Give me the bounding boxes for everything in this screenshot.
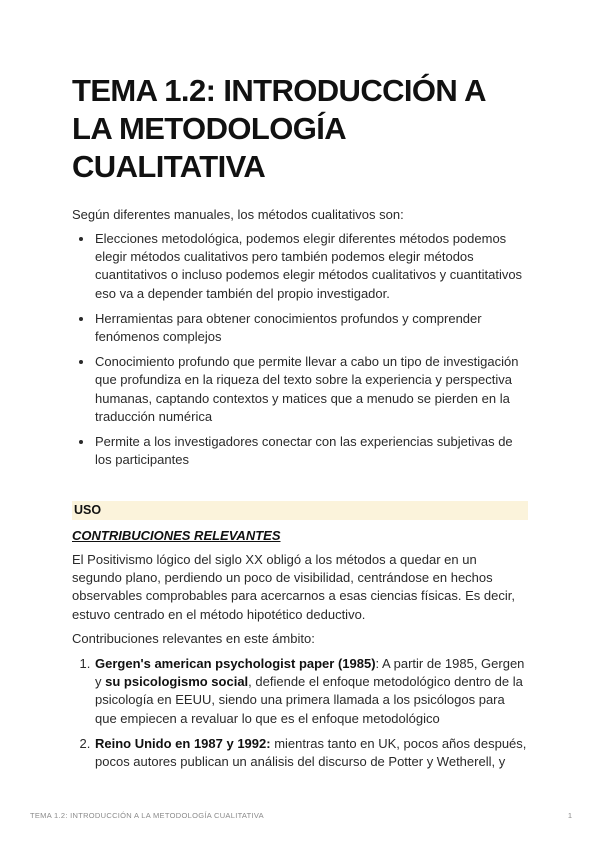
- contribution-bold: Reino Unido en 1987 y 1992:: [95, 735, 271, 751]
- page-title: TEMA 1.2: INTRODUCCIÓN A LA METODOLOGÍA CUALITATIVA: [72, 73, 485, 184]
- contribution-text: mientras tanto en UK, pocos años después, pocos autores publican un análisis del discurso de Potter y Wetherell, y: [95, 735, 527, 770]
- bullet-item: • Herramientas para obtener conocimientos profundos y comprender fenómenos complejos: [94, 310, 528, 346]
- page-footer: TEMA 1.2: INTRODUCCIÓN A LA METODOLOGÍA CUALITATIVA: [30, 811, 264, 820]
- contributions-intro: Contribuciones relevantes en este ámbito:: [72, 631, 315, 646]
- bullet-list: [72, 230, 528, 476]
- bullet-item: • Conocimiento profundo que permite llevar a cabo un tipo de investigación que profundiza en la riqueza del texto sobre la experiencia y perspectiva humanas, captando contextos y matices que a menudo se pierden en la traducción numérica: [94, 353, 528, 426]
- contributions-list: [72, 655, 528, 778]
- contribution-text: , defiende el enfoque metodológico dentro de la psicología en EEUU, siendo una primera llamada a los psicólogos para que empiecen a revaluar lo que es el enfoque metodológico: [95, 674, 523, 726]
- body-paragraph: El Positivismo lógico del siglo XX obligó a los métodos a quedar en un segundo plano, perdiendo un poco de visibilidad, centrándose en hechos observables comprobables para acercarnos a esas ciencias físicas. Es decir, estuvo centrado en el método hipotético deductivo.: [72, 552, 515, 622]
- contribution-bold: su psicologismo social: [105, 674, 249, 690]
- contribution-bold: Gergen's american psychologist paper (1985): [95, 656, 376, 671]
- subheading-contribuciones: CONTRIBUCIONES RELEVANTES: [72, 528, 281, 543]
- contribution-item: [94, 655, 528, 728]
- intro-text: Según diferentes manuales, los métodos cualitativos son:: [72, 207, 404, 222]
- bullet-item: • Elecciones metodológica, podemos elegir diferentes métodos podemos elegir métodos cualitativos pero también podemos elegir métodos cuantitativos o incluso podemos elegir métodos cualitativos y cuantitativos eso va a depender también del propio investigador.: [94, 230, 528, 303]
- page-number: 1: [567, 811, 572, 820]
- bullet-item: • Permite a los investigadores conectar con las experiencias subjetivas de los participantes: [94, 433, 528, 469]
- contribution-text: : A partir de 1985, Gergen y: [95, 656, 525, 690]
- section-label-uso: USO: [72, 501, 528, 520]
- contribution-item: [94, 735, 528, 771]
